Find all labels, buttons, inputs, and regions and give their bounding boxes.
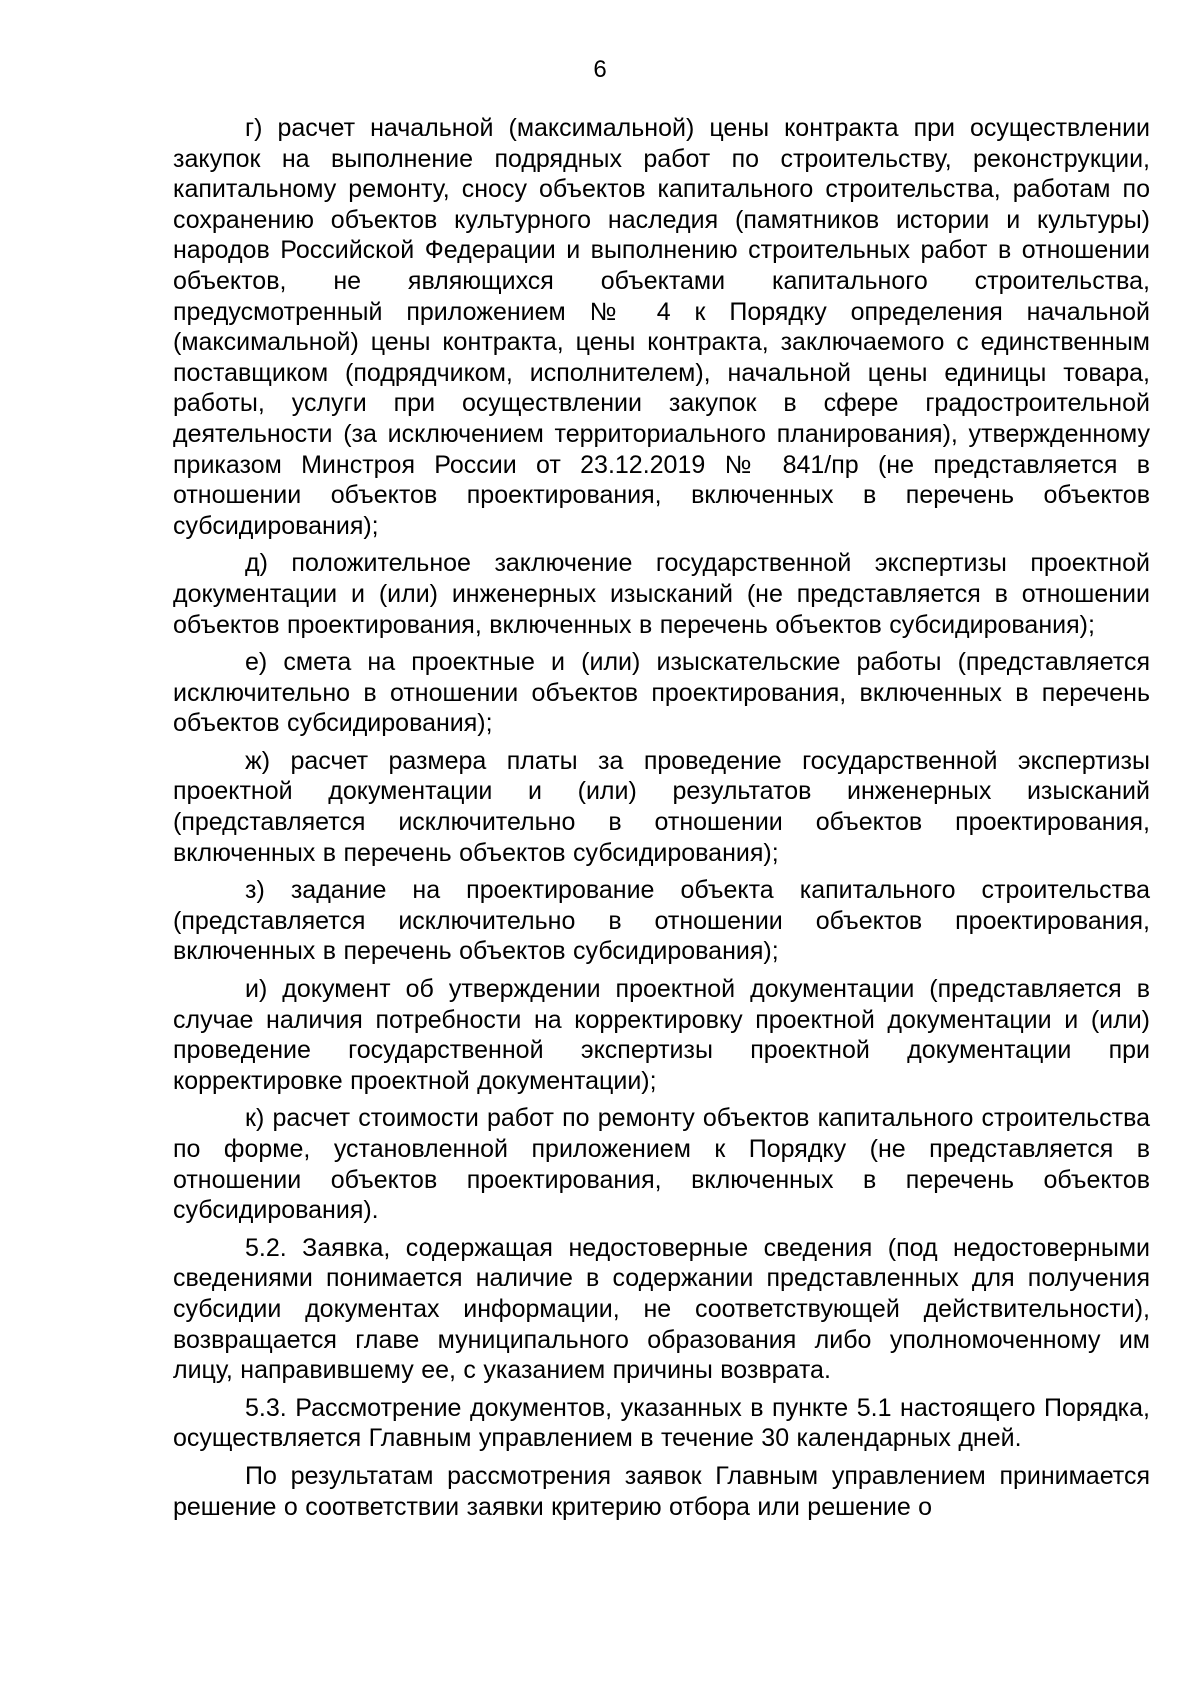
paragraph-zh: ж) расчет размера платы за проведение государственной экспертизы проектной документации и (или) результатов инженерных изысканий (представляется исключительно в отношении объектов проектирования, включенных в перечень объектов субсидирования); <box>173 746 1150 867</box>
paragraph-5-2: 5.2. Заявка, содержащая недостоверные сведения (под недостоверными сведениями понимается наличие в содержании представленных для получения субсидии документах информации, не соответствующей действительности), возвращается главе муниципального образования либо уполномоченному им лицу, направившему ее, с указанием причины возврата. <box>173 1233 1150 1385</box>
paragraph-k: к) расчет стоимости работ по ремонту объектов капитального строительства по форме, установленной приложением к Порядку (не представляется в отношении объектов проектирования, включенных в перечень объектов субсидирования). <box>173 1104 1150 1225</box>
document-body <box>173 113 1150 1529</box>
paragraph-e: е) смета на проектные и (или) изыскательские работы (представляется исключительно в отношении объектов проектирования, включенных в перечень объектов субсидирования); <box>173 648 1150 738</box>
paragraph-i: и) документ об утверждении проектной документации (представляется в случае наличия потребности на корректировку проектной документации и (или) проведение государственной экспертизы проектной документации при корректировке проектной документации); <box>173 975 1150 1095</box>
paragraph-results: По результатам рассмотрения заявок Главным управлением принимается решение о соответствии заявки критерию отбора или решение о <box>173 1461 1150 1521</box>
paragraph-5-3: 5.3. Рассмотрение документов, указанных в пункте 5.1 настоящего Порядка, осуществляется Главным управлением в течение 30 календарных дней. <box>173 1393 1150 1453</box>
paragraph-d: д) положительное заключение государственной экспертизы проектной документации и (или) инженерных изысканий (не представляется в отношении объектов проектирования, включенных в перечень объектов субсидирования); <box>173 549 1150 639</box>
paragraph-z: з) задание на проектирование объекта капитального строительства (представляется исключительно в отношении объектов проектирования, включенных в перечень объектов субсидирования); <box>173 876 1150 966</box>
page-number: 6 <box>593 56 607 83</box>
paragraph-g: г) расчет начальной (максимальной) цены контракта при осуществлении закупок на выполнение подрядных работ по строительству, реконструкции, капитальному ремонту, сносу объектов капитального строительства, работам по сохранению объектов культурного наследия (памятников истории и культуры) народов Российской Федерации и выполнению строительных работ в отношении объектов, не являющихся объектами капитального строительства, предусмотренный приложением № 4 к Порядку определения начальной (максимальной) цены контракта, цены контракта, заключаемого с единственным поставщиком (подрядчиком, исполнителем), начальной цены единицы товара, работы, услуги при осуществлении закупок в сфере градостроительной деятельности (за исключением территориального планирования), утвержденному приказом Минстроя России от 23.12.2019 № 841/пр (не представляется в отношении объектов проектирования, включенных в перечень объектов субсидирования); <box>173 114 1150 540</box>
